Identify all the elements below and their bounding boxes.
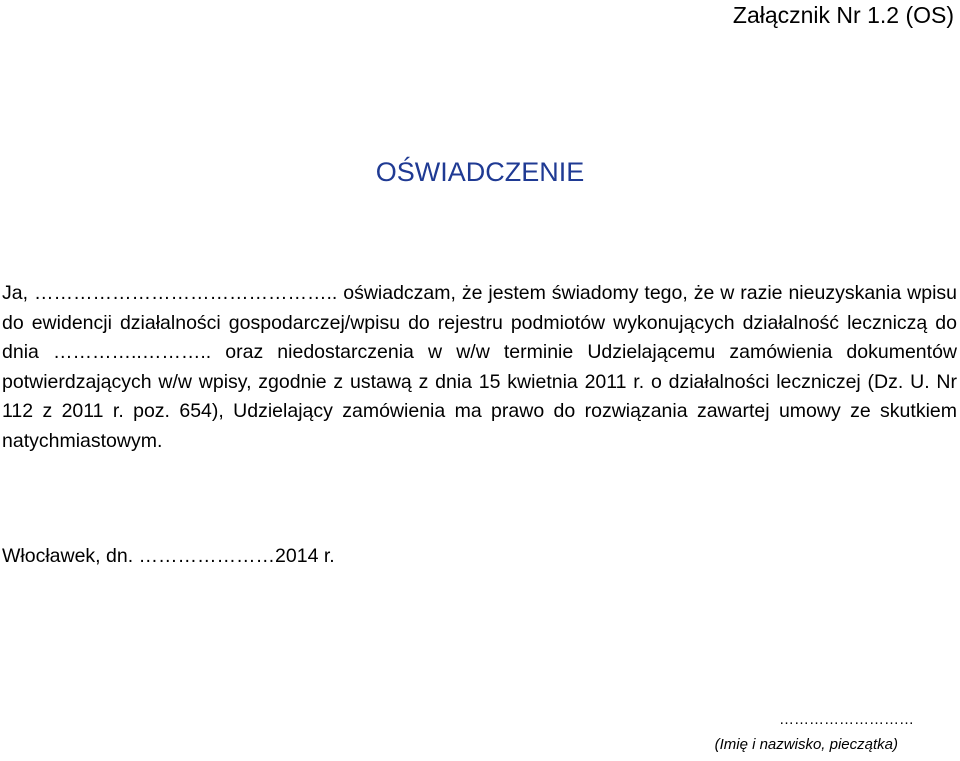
place-and-date: Włocławek, dn. …………………2014 r.: [2, 545, 335, 567]
declaration-body: Ja, ……………………………………….. oświadczam, że jestem świadomy tego, że w razie nieuzyskania wpisu do ewidencji działalności gospodarczej/wpisu do rejestru podmiotów wykonujących działalność leczniczą do dnia …………..……….. oraz niedostarczenia w w/w terminie Udzielającemu zamówienia dokumentów potwierdzających w/w wpisy, zgodnie z ustawą z dnia 15 kwietnia 2011 r. o działalności leczniczej (Dz. U. Nr 112 z 2011 r. poz. 654), Udzielający zamówienia ma prawo do rozwiązania zawartej umowy ze skutkiem natychmiastowym.: [2, 282, 957, 452]
signature-line: ………………………: [779, 711, 914, 728]
document-title: OŚWIADCZENIE: [375, 157, 585, 187]
signature-caption: (Imię i nazwisko, pieczątka): [714, 736, 898, 753]
annex-label: Załącznik Nr 1.2 (OS): [732, 2, 954, 28]
